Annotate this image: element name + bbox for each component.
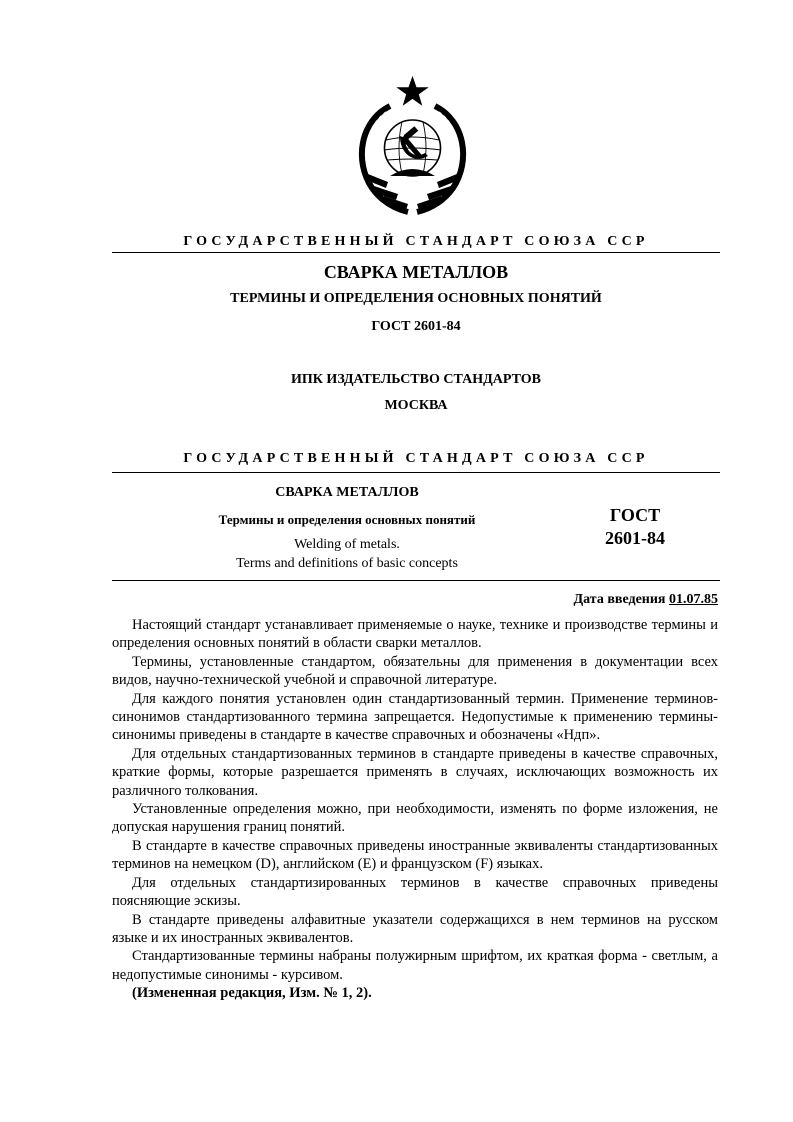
- publisher-city: МОСКВА: [384, 398, 448, 413]
- publisher-name: ИПК ИЗДАТЕЛЬСТВО СТАНДАРТОВ: [291, 372, 541, 387]
- paragraph: В стандарте в качестве справочных приведены иностранные эквиваленты стандартизованных терминов на немецком (D), английском (E) и французском (F) языках.: [112, 837, 718, 873]
- introduction-date-label: Дата введения: [573, 592, 666, 607]
- title-block-bottom-rule: [112, 580, 720, 581]
- standard-code: ГОСТ 2601-84: [371, 319, 461, 334]
- header-rule: [112, 252, 720, 253]
- paragraph: Стандартизованные термины набраны полужирным шрифтом, их краткая форма - светлым, а недопустимые синонимы - курсивом.: [112, 948, 718, 983]
- title-block-top-rule: [112, 472, 720, 473]
- paragraph: Термины, установленные стандартом, обязательны для применения в документации всех видов, научно-технической учебной и справочной литературе.: [112, 653, 718, 689]
- ussr-state-emblem-icon: [350, 76, 475, 218]
- gost-number: 2601-84: [605, 528, 665, 548]
- subtitle-ru: Термины и определения основных понятий: [218, 512, 476, 527]
- introduction-date-value: 01.07.85: [669, 592, 718, 607]
- body-text: [112, 616, 718, 1003]
- subtitle-en: Terms and definitions of basic concepts: [236, 556, 458, 571]
- state-standard-heading-2: ГОСУДАРСТВЕННЫЙ СТАНДАРТ СОЮЗА ССР: [183, 451, 649, 466]
- amendment-note: (Измененная редакция, Изм. № 1, 2).: [132, 985, 372, 1002]
- document-title: СВАРКА МЕТАЛЛОВ: [323, 262, 509, 282]
- paragraph: В стандарте приведены алфавитные указатели содержащихся в нем терминов на русском языке и их иностранных эквивалентов.: [112, 911, 718, 946]
- paragraph: Для отдельных стандартизированных терминов в качестве справочных приведены поясняющие эскизы.: [112, 874, 718, 910]
- gost-label: ГОСТ: [609, 505, 661, 525]
- paragraph: Настоящий стандарт устанавливает применяемые о науке, технике и производстве термины и определения основных понятий в области сварки металлов.: [112, 617, 718, 652]
- title-en: Welding of metals.: [294, 537, 400, 552]
- paragraph: Для отдельных стандартизованных терминов в стандарте приведены в качестве справочных, краткие формы, которые разрешается применять в случаях, исключающих возможность их различного толкования.: [112, 745, 718, 799]
- state-standard-heading: ГОСУДАРСТВЕННЫЙ СТАНДАРТ СОЮЗА ССР: [183, 234, 649, 249]
- title-ru: СВАРКА МЕТАЛЛОВ: [275, 485, 419, 500]
- paragraph: Для каждого понятия установлен один стандартизованный термин. Применение терминов-синонимов стандартизованного термина запрещается. Недопустимые к применению термины-синонимы приведены в стандарте в качестве справочных и обозначены «Ндп».: [112, 690, 718, 744]
- introduction-date: [574, 592, 718, 608]
- paragraph: Установленные определения можно, при необходимости, изменять по форме изложения, не допуская нарушения границ понятий.: [112, 801, 718, 836]
- document-subtitle: ТЕРМИНЫ И ОПРЕДЕЛЕНИЯ ОСНОВНЫХ ПОНЯТИЙ: [230, 291, 602, 306]
